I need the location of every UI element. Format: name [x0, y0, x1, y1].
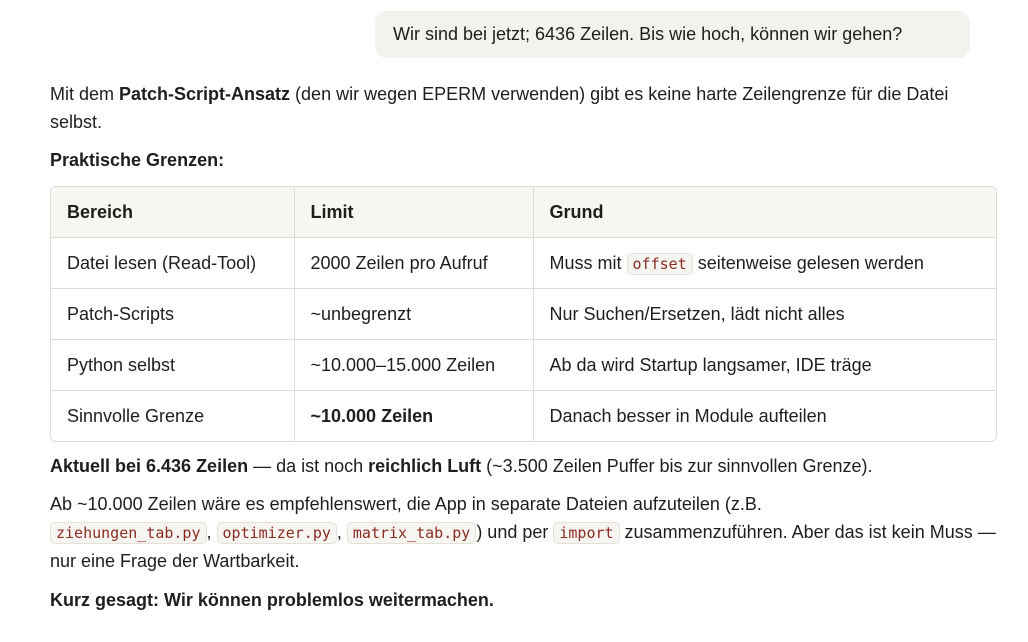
cell-limit: ~10.000 Zeilen: [294, 391, 533, 442]
inline-code: offset: [627, 253, 693, 275]
conclusion-text: Kurz gesagt: Wir können problemlos weitermachen.: [50, 590, 494, 610]
cell-grund: Danach besser in Module aufteilen: [549, 405, 827, 426]
cell-grund: Nur Suchen/Ersetzen, lädt nicht alles: [533, 289, 996, 340]
status-paragraph: Aktuell bei 6.436 Zeilen — da ist noch reichlich Luft (~3.500 Zeilen Puffer bis zur sinnvollen Grenze).: [50, 456, 873, 476]
conclusion: [50, 586, 1005, 614]
cell-grund: Ab da wird Startup langsamer, IDE träge: [533, 340, 996, 391]
limits-table: [50, 186, 997, 442]
recommendation-paragraph: Ab ~10.000 Zeilen wäre es empfehlenswert, die App in separate Dateien aufzuteilen (z.B. ziehungen_tab.py , optimizer.py , matrix_tab.py ) und per import zusammenzuführen. Aber das ist kein Muss — nur eine Frage der Wartbarkeit.: [50, 494, 996, 571]
cell-limit: 2000 Zeilen pro Aufruf: [294, 238, 533, 289]
intro-bold: Patch-Script-Ansatz: [119, 84, 291, 104]
cell-bereich: Sinnvolle Grenze: [51, 391, 294, 442]
limits-heading: [50, 146, 1005, 174]
cell-limit: ~10.000–15.000 Zeilen: [294, 340, 533, 391]
user-message-text: Wir sind bei jetzt; 6436 Zeilen. Bis wie hoch, können wir gehen?: [393, 24, 903, 44]
table-row: [51, 238, 996, 289]
cell-limit: ~unbegrenzt: [294, 289, 533, 340]
user-message-bubble: [375, 11, 970, 58]
cell-grund: Muss mit offset seitenweise gelesen werden: [533, 238, 996, 289]
header-bereich: Bereich: [51, 187, 294, 238]
file-code-matrix: matrix_tab.py: [347, 522, 476, 544]
file-code-ziehungen: ziehungen_tab.py: [50, 522, 207, 544]
limits-heading-text: Praktische Grenzen:: [50, 150, 225, 170]
intro-paragraph: [50, 80, 1005, 136]
cell-bereich: Python selbst: [51, 340, 294, 391]
cell-bereich: Patch-Scripts: [51, 289, 294, 340]
table-row: [51, 391, 996, 442]
table-header-row: [51, 187, 996, 238]
table-row: [51, 340, 996, 391]
cell-bereich: Datei lesen (Read-Tool): [51, 238, 294, 289]
file-code-optimizer: optimizer.py: [217, 522, 337, 544]
header-limit: Limit: [294, 187, 533, 238]
header-grund: Grund: [533, 187, 996, 238]
intro-suffix: (den wir wegen EPERM verwenden) gibt es keine harte Zeilengrenze für die Datei selbst.: [50, 84, 949, 132]
intro-prefix: Mit dem: [50, 84, 120, 104]
table-row: [51, 289, 996, 340]
import-code: import: [553, 522, 619, 544]
